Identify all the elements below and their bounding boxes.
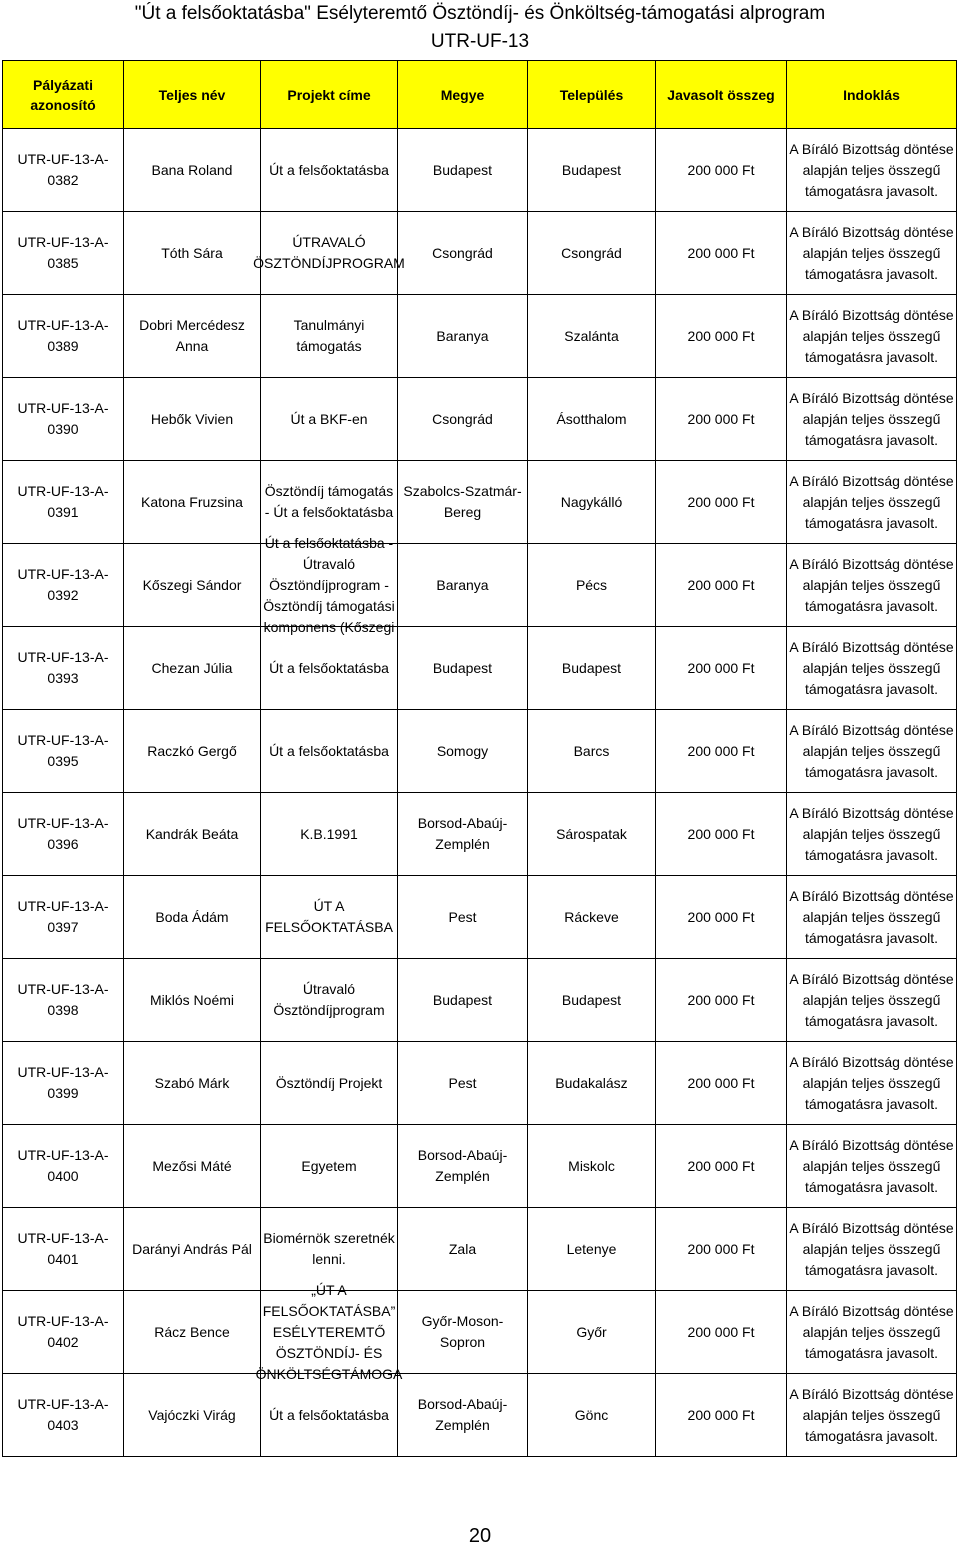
town-cell-text: Budapest (561, 659, 622, 676)
id-cell (3, 212, 124, 295)
county-cell (398, 212, 528, 295)
column-header: Projekt címe (261, 61, 398, 129)
town-cell-text: Budapest (561, 991, 622, 1008)
amount-cell (656, 959, 787, 1042)
county-cell (398, 1374, 528, 1457)
town-cell-text: Csongrád (561, 244, 622, 261)
name-cell (124, 627, 261, 710)
reason-cell-text: A Bíráló Bizottság döntése alapján teljes összegű támogatásra javasolt. (789, 1302, 954, 1361)
reason-cell (787, 1208, 957, 1291)
name-cell-text: Kandrák Beáta (145, 825, 239, 842)
id-cell (3, 627, 124, 710)
reason-cell (787, 1042, 957, 1125)
name-cell-text: Miklós Noémi (149, 991, 234, 1008)
county-cell (398, 1291, 528, 1374)
amount-cell-text: 200 000 Ft (687, 493, 755, 510)
name-cell-text: Szabó Márk (154, 1074, 230, 1091)
reason-cell (787, 627, 957, 710)
id-cell-text: UTR-UF-13-A-0393 (17, 649, 109, 686)
name-cell (124, 1125, 261, 1208)
project-cell (261, 627, 398, 710)
project-cell (261, 1374, 398, 1457)
town-cell (528, 129, 656, 212)
name-cell (124, 710, 261, 793)
reason-cell-text: A Bíráló Bizottság döntése alapján teljes összegű támogatásra javasolt. (789, 804, 954, 863)
amount-cell-text: 200 000 Ft (687, 327, 755, 344)
county-cell (398, 710, 528, 793)
project-cell-text: Út a felsőoktatásba (269, 1406, 389, 1423)
name-cell (124, 959, 261, 1042)
id-cell (3, 544, 124, 627)
name-cell (124, 378, 261, 461)
town-cell (528, 1042, 656, 1125)
project-cell-text: Út a felsőoktatásba (269, 659, 389, 676)
table-row (3, 212, 957, 295)
id-cell (3, 1042, 124, 1125)
project-cell (261, 1042, 398, 1125)
table-header-row (3, 61, 957, 129)
project-cell-text: Biomérnök szeretnék lenni. (263, 1230, 395, 1267)
column-header: Pályázati azonosító (3, 61, 124, 129)
county-cell (398, 1125, 528, 1208)
reason-cell (787, 212, 957, 295)
id-cell (3, 129, 124, 212)
amount-cell (656, 1208, 787, 1291)
county-cell (398, 378, 528, 461)
amount-cell-text: 200 000 Ft (687, 742, 755, 759)
town-cell-text: Gönc (574, 1406, 609, 1423)
title-line-1: "Út a felsőoktatásba" Esélyteremtő Ösztöndíj- és Önköltség-támogatási alprogram (134, 3, 826, 24)
county-cell-text: Budapest (432, 991, 493, 1008)
amount-cell-text: 200 000 Ft (687, 908, 755, 925)
town-cell (528, 461, 656, 544)
name-cell-text: Darányi András Pál (132, 1240, 252, 1257)
reason-cell (787, 876, 957, 959)
amount-cell (656, 1291, 787, 1374)
table-row (3, 1374, 957, 1457)
amount-cell-text: 200 000 Ft (687, 1074, 755, 1091)
amount-cell (656, 544, 787, 627)
reason-cell-text: A Bíráló Bizottság döntése alapján teljes összegű támogatásra javasolt. (789, 389, 954, 448)
id-cell-text: UTR-UF-13-A-0389 (17, 317, 109, 354)
project-cell-text: Út a felsőoktatásba (269, 161, 389, 178)
county-cell (398, 1208, 528, 1291)
county-cell (398, 627, 528, 710)
reason-cell-text: A Bíráló Bizottság döntése alapján teljes összegű támogatásra javasolt. (789, 887, 954, 946)
reason-cell (787, 710, 957, 793)
name-cell-text: Boda Ádám (155, 908, 229, 925)
id-cell-text: UTR-UF-13-A-0400 (17, 1147, 109, 1184)
project-cell-text: K.B.1991 (300, 825, 358, 842)
name-cell-text: Katona Fruzsina (141, 493, 243, 510)
table-row (3, 129, 957, 212)
name-cell-text: Bana Roland (151, 161, 233, 178)
county-cell (398, 876, 528, 959)
county-cell (398, 959, 528, 1042)
reason-cell (787, 1374, 957, 1457)
name-cell (124, 793, 261, 876)
town-cell (528, 544, 656, 627)
project-cell-text: Ösztöndíj Projekt (275, 1074, 383, 1091)
amount-cell-text: 200 000 Ft (687, 410, 755, 427)
town-cell (528, 710, 656, 793)
amount-cell-text: 200 000 Ft (687, 1157, 755, 1174)
amount-cell (656, 1125, 787, 1208)
id-cell-text: UTR-UF-13-A-0403 (17, 1396, 109, 1433)
amount-cell (656, 295, 787, 378)
reason-cell-text: A Bíráló Bizottság döntése alapján teljes összegű támogatásra javasolt. (789, 472, 954, 531)
reason-cell (787, 1125, 957, 1208)
name-cell (124, 544, 261, 627)
id-cell-text: UTR-UF-13-A-0385 (17, 234, 109, 271)
id-cell (3, 1291, 124, 1374)
results-table (2, 60, 957, 1457)
town-cell (528, 959, 656, 1042)
town-cell (528, 876, 656, 959)
project-cell (261, 129, 398, 212)
name-cell (124, 295, 261, 378)
town-cell-text: Pécs (575, 576, 608, 593)
reason-cell-text: A Bíráló Bizottság döntése alapján teljes összegű támogatásra javasolt. (789, 1053, 954, 1112)
town-cell (528, 793, 656, 876)
document-title (0, 0, 960, 56)
id-cell-text: UTR-UF-13-A-0392 (17, 566, 109, 603)
name-cell-text: Raczkó Gergő (147, 742, 237, 759)
project-cell (261, 378, 398, 461)
amount-cell (656, 461, 787, 544)
amount-cell (656, 1042, 787, 1125)
amount-cell (656, 378, 787, 461)
county-cell-text: Zala (448, 1240, 477, 1257)
project-cell-text: „ÚT A FELSŐOKTATÁSBA” ESÉLYTEREMTŐ ÖSZTÖNDÍJ- ÉS ÖNKÖLTSÉGTÁMOGA (255, 1281, 403, 1382)
reason-cell-text: A Bíráló Bizottság döntése alapján teljes összegű támogatásra javasolt. (789, 223, 954, 282)
county-cell-text: Somogy (436, 742, 489, 759)
amount-cell (656, 212, 787, 295)
amount-cell (656, 627, 787, 710)
project-cell-text: Út a felsőoktatásba - Útravaló Ösztöndíjprogram - Ösztöndíj támogatási komponens (Kőszegi (263, 534, 395, 635)
project-cell (261, 461, 398, 544)
town-cell-text: Letenye (566, 1240, 617, 1257)
id-cell-text: UTR-UF-13-A-0399 (17, 1064, 109, 1101)
town-cell-text: Nagykálló (560, 493, 623, 510)
county-cell-text: Borsod-Abaúj-Zemplén (417, 815, 508, 852)
column-header: Indoklás (787, 61, 957, 129)
table-row (3, 876, 957, 959)
id-cell-text: UTR-UF-13-A-0402 (17, 1313, 109, 1350)
town-cell-text: Szalánta (564, 327, 619, 344)
project-cell (261, 793, 398, 876)
amount-cell-text: 200 000 Ft (687, 161, 755, 178)
name-cell-text: Hebők Vivien (150, 410, 234, 427)
project-cell (261, 534, 398, 635)
project-cell (261, 710, 398, 793)
table-body (3, 129, 957, 1457)
name-cell-text: Chezan Júlia (151, 659, 233, 676)
id-cell-text: UTR-UF-13-A-0396 (17, 815, 109, 852)
town-cell-text: Ásotthalom (556, 410, 627, 427)
county-cell-text: Borsod-Abaúj-Zemplén (417, 1396, 508, 1433)
county-cell-text: Csongrád (432, 410, 493, 427)
county-cell-text: Budapest (432, 659, 493, 676)
reason-cell-text: A Bíráló Bizottság döntése alapján teljes összegű támogatásra javasolt. (789, 721, 954, 780)
county-cell-text: Pest (448, 908, 477, 925)
name-cell-text: Dobri Mercédesz Anna (139, 317, 245, 354)
id-cell-text: UTR-UF-13-A-0390 (17, 400, 109, 437)
page-number: 20 (468, 1525, 492, 1547)
reason-cell (787, 129, 957, 212)
table-row (3, 1125, 957, 1208)
id-cell-text: UTR-UF-13-A-0397 (17, 898, 109, 935)
reason-cell-text: A Bíráló Bizottság döntése alapján teljes összegű támogatásra javasolt. (789, 970, 954, 1029)
reason-cell (787, 544, 957, 627)
project-cell (261, 959, 398, 1042)
project-cell-text: Út a felsőoktatásba (269, 742, 389, 759)
county-cell-text: Borsod-Abaúj-Zemplén (417, 1147, 508, 1184)
amount-cell-text: 200 000 Ft (687, 244, 755, 261)
town-cell-text: Barcs (573, 742, 610, 759)
name-cell (124, 1291, 261, 1374)
town-cell-text: Sárospatak (556, 825, 627, 842)
project-cell-text: Út a BKF-en (290, 410, 368, 427)
table-row (3, 1208, 957, 1291)
id-cell-text: UTR-UF-13-A-0391 (17, 483, 109, 520)
amount-cell (656, 710, 787, 793)
project-cell-text: ÚTRAVALÓ ÖSZTÖNDÍJPROGRAM (253, 234, 405, 271)
reason-cell-text: A Bíráló Bizottság döntése alapján teljes összegű támogatásra javasolt. (789, 140, 954, 199)
amount-cell-text: 200 000 Ft (687, 1323, 755, 1340)
county-cell-text: Szabolcs-Szatmár-Bereg (403, 483, 522, 520)
town-cell (528, 295, 656, 378)
id-cell (3, 793, 124, 876)
project-cell (261, 876, 398, 959)
name-cell (124, 129, 261, 212)
town-cell-text: Ráckeve (564, 908, 619, 925)
column-header: Teljes név (124, 61, 261, 129)
name-cell-text: Tóth Sára (161, 244, 223, 261)
town-cell (528, 1374, 656, 1457)
amount-cell (656, 1374, 787, 1457)
town-cell (528, 1208, 656, 1291)
table-row (3, 544, 957, 627)
county-cell (398, 129, 528, 212)
name-cell (124, 1208, 261, 1291)
id-cell (3, 461, 124, 544)
town-cell (528, 212, 656, 295)
id-cell-text: UTR-UF-13-A-0395 (17, 732, 109, 769)
table-row (3, 959, 957, 1042)
id-cell (3, 1374, 124, 1457)
county-cell-text: Budapest (432, 161, 493, 178)
name-cell-text: Mezősi Máté (152, 1157, 232, 1174)
id-cell-text: UTR-UF-13-A-0382 (17, 151, 109, 188)
id-cell (3, 876, 124, 959)
county-cell (398, 461, 528, 544)
table-row (3, 1291, 957, 1374)
name-cell (124, 1374, 261, 1457)
town-cell-text: Miskolc (568, 1157, 615, 1174)
town-cell (528, 1291, 656, 1374)
table-row (3, 627, 957, 710)
town-cell (528, 1125, 656, 1208)
id-cell (3, 1125, 124, 1208)
project-cell-text: Egyetem (301, 1157, 357, 1174)
table-row (3, 378, 957, 461)
county-cell-text: Pest (448, 1074, 477, 1091)
project-cell (261, 1125, 398, 1208)
id-cell-text: UTR-UF-13-A-0401 (17, 1230, 109, 1267)
name-cell (124, 876, 261, 959)
amount-cell (656, 876, 787, 959)
table-row (3, 1042, 957, 1125)
column-header: Megye (398, 61, 528, 129)
table-row (3, 295, 957, 378)
amount-cell-text: 200 000 Ft (687, 576, 755, 593)
amount-cell (656, 793, 787, 876)
amount-cell-text: 200 000 Ft (687, 659, 755, 676)
reason-cell (787, 378, 957, 461)
county-cell (398, 544, 528, 627)
column-header: Település (528, 61, 656, 129)
reason-cell (787, 1291, 957, 1374)
project-cell-text: Tanulmányi támogatás (293, 317, 365, 354)
town-cell (528, 378, 656, 461)
project-cell-text: ÚT A FELSŐOKTATÁSBA (265, 898, 393, 935)
amount-cell-text: 200 000 Ft (687, 1406, 755, 1423)
project-cell (261, 1208, 398, 1291)
reason-cell-text: A Bíráló Bizottság döntése alapján teljes összegű támogatásra javasolt. (789, 306, 954, 365)
town-cell (528, 627, 656, 710)
county-cell-text: Baranya (436, 576, 489, 593)
reason-cell-text: A Bíráló Bizottság döntése alapján teljes összegű támogatásra javasolt. (789, 555, 954, 614)
amount-cell-text: 200 000 Ft (687, 1240, 755, 1257)
project-cell (253, 212, 405, 295)
id-cell (3, 710, 124, 793)
reason-cell-text: A Bíráló Bizottság döntése alapján teljes összegű támogatásra javasolt. (789, 638, 954, 697)
county-cell (398, 295, 528, 378)
town-cell-text: Budapest (561, 161, 622, 178)
amount-cell (656, 129, 787, 212)
reason-cell-text: A Bíráló Bizottság döntése alapján teljes összegű támogatásra javasolt. (789, 1219, 954, 1278)
name-cell (124, 1042, 261, 1125)
reason-cell-text: A Bíráló Bizottság döntése alapján teljes összegű támogatásra javasolt. (789, 1385, 954, 1444)
id-cell (3, 959, 124, 1042)
reason-cell (787, 461, 957, 544)
name-cell-text: Rácz Bence (154, 1323, 230, 1340)
id-cell (3, 295, 124, 378)
reason-cell (787, 295, 957, 378)
name-cell (124, 461, 261, 544)
town-cell-text: Győr (576, 1323, 607, 1340)
id-cell (3, 378, 124, 461)
amount-cell-text: 200 000 Ft (687, 991, 755, 1008)
name-cell (124, 212, 261, 295)
id-cell-text: UTR-UF-13-A-0398 (17, 981, 109, 1018)
amount-cell-text: 200 000 Ft (687, 825, 755, 842)
title-line-2: UTR-UF-13 (430, 31, 530, 52)
name-cell-text: Kőszegi Sándor (142, 576, 242, 593)
county-cell-text: Baranya (436, 327, 489, 344)
column-header: Javasolt összeg (656, 61, 787, 129)
name-cell-text: Vajóczki Virág (148, 1406, 236, 1423)
reason-cell (787, 793, 957, 876)
reason-cell-text: A Bíráló Bizottság döntése alapján teljes összegű támogatásra javasolt. (789, 1136, 954, 1195)
reason-cell (787, 959, 957, 1042)
table-row (3, 461, 957, 544)
project-cell (261, 295, 398, 378)
county-cell-text: Csongrád (432, 244, 493, 261)
table-row (3, 793, 957, 876)
project-cell (255, 1281, 403, 1382)
table-row (3, 710, 957, 793)
county-cell-text: Győr-Moson-Sopron (421, 1313, 504, 1350)
county-cell (398, 793, 528, 876)
project-cell-text: Ösztöndíj támogatás - Út a felsőoktatásba (264, 483, 394, 520)
project-cell-text: Útravaló Ösztöndíjprogram (273, 981, 385, 1018)
county-cell (398, 1042, 528, 1125)
id-cell (3, 1208, 124, 1291)
town-cell-text: Budakalász (555, 1074, 628, 1091)
